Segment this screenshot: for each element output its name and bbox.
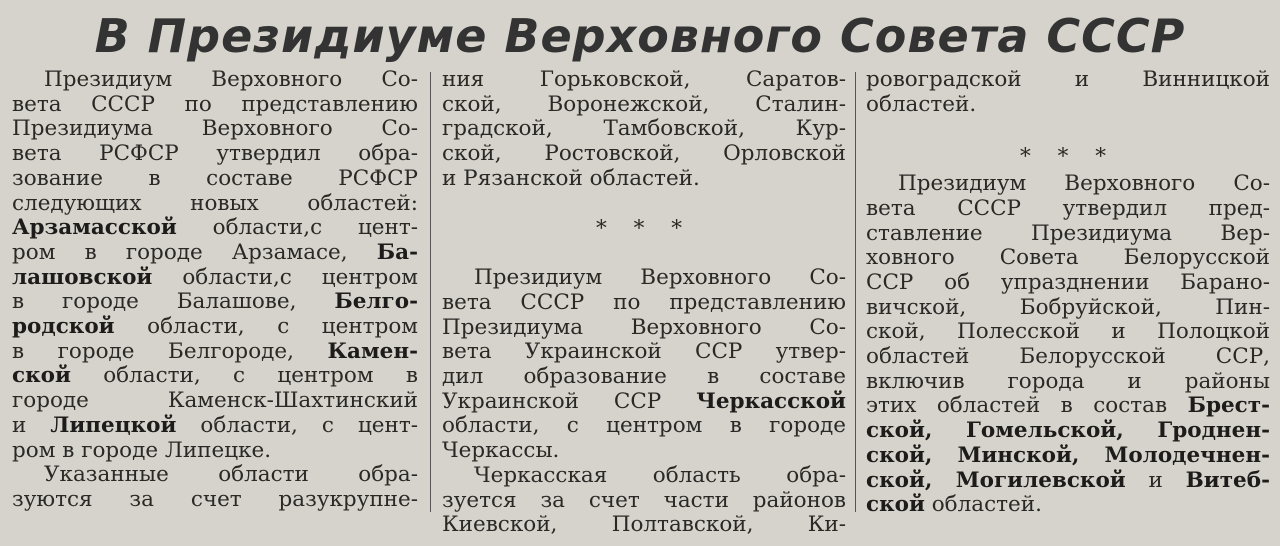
region-name: Ба- — [376, 239, 418, 265]
column-divider — [855, 72, 856, 512]
text-line: Черкасская область обра- — [474, 462, 846, 488]
region-name: ской, Минской, Молодечнен- — [866, 442, 1270, 468]
text-line: ставление Президиума Вер- — [866, 220, 1270, 246]
text-line: включив города и районы — [866, 368, 1270, 394]
text-line: ской, Воронежской, Сталин- — [442, 91, 846, 117]
text-line: ния Горьковской, Саратов- — [442, 67, 846, 92]
text-line: и Рязанской областей. — [442, 165, 700, 191]
region-name: ской, Могилевской — [866, 467, 1126, 493]
column-3 — [866, 68, 1270, 518]
text-line: дил образование в составе — [442, 364, 846, 390]
text-line: зуются за счет разукрупне- — [12, 486, 418, 512]
text-line: ром в городе Липецке. — [12, 437, 272, 463]
text-line: родской области, с центром — [12, 314, 418, 340]
text-line: и Липецкой области, с цент- — [12, 412, 418, 438]
text-line: ской, Ростовской, Орловской — [442, 141, 846, 167]
column-1 — [12, 68, 418, 513]
text-line: Президиум Верховного Со- — [474, 265, 846, 291]
text-line: ром в городе Арзамасе, Ба- — [12, 239, 418, 265]
text-line: градской, Тамбовской, Кур- — [442, 116, 846, 142]
text-line: вичской, Бобруйской, Пин- — [866, 294, 1270, 320]
text-line: ской областей. — [866, 492, 1042, 518]
text-line: ской области, с центром в — [12, 363, 418, 389]
text-line: ССР об упразднении Барано- — [866, 269, 1270, 295]
region-name: Белго- — [334, 289, 418, 315]
text-line: Киевской, Полтавской, Ки- — [442, 512, 846, 538]
text-line: следующих новых областей: — [12, 190, 418, 216]
text-line: зуется за счет части районов — [442, 487, 846, 513]
text-line: в городе Белгороде, Камен- — [12, 338, 418, 364]
text-line: в городе Балашове, Белго- — [12, 289, 418, 315]
text-line: вета РСФСР утвердил обра- — [12, 141, 418, 167]
region-name: ской, Гомельской, Гроднен- — [866, 418, 1270, 444]
region-name: лашовской — [12, 264, 153, 290]
text-line: Президиума Верховного Со- — [12, 116, 418, 142]
text-line: лашовской области,с центром — [12, 264, 418, 290]
region-name: родской — [12, 314, 115, 340]
text-line: вета СССР утвердил пред- — [866, 195, 1270, 221]
text-line: Указанные области обра- — [44, 462, 418, 488]
region-name: Брест- — [1187, 393, 1270, 419]
text-line: вета СССР по представлению — [12, 91, 418, 117]
region-name: Камен- — [327, 338, 418, 364]
text-line: зование в составе РСФСР — [12, 165, 418, 191]
text-line: областей. — [866, 91, 977, 117]
section-separator: * * * — [596, 215, 692, 241]
region-name: Черкасской — [696, 388, 846, 414]
text-line: ской, Могилевской и Витеб- — [866, 467, 1270, 493]
region-name: ской — [12, 363, 71, 389]
text-line: ровоградской и Винницкой — [866, 67, 1270, 92]
headline: В Президиуме Верховного Совета СССР — [94, 9, 1186, 63]
region-name: Липецкой — [50, 412, 177, 438]
text-line: Арзамасской области,с цент- — [12, 215, 418, 241]
text-line — [866, 444, 1270, 469]
text-line: Черкассы. — [442, 438, 560, 464]
text-line: ховного Совета Белорусской — [866, 245, 1270, 271]
region-name: Арзамасской — [12, 215, 177, 241]
text-line: области, с центром в городе — [442, 413, 846, 439]
text-line: областей Белорусской ССР, — [866, 344, 1270, 370]
text-line: Украинской ССР Черкасской — [442, 388, 846, 414]
column-divider — [430, 72, 431, 512]
text-line: этих областей в состав Брест- — [866, 393, 1270, 419]
text-line: городе Каменск-Шахтинский — [12, 388, 418, 414]
text-line: Президиума Верховного Со- — [442, 314, 846, 340]
text-line: Президиум Верховного Со- — [44, 67, 418, 92]
section-separator: * * * — [1020, 144, 1116, 170]
column-2 — [442, 68, 846, 538]
text-line: вета Украинской ССР утвер- — [442, 339, 846, 365]
text-line: ской, Полесской и Полоцкой — [866, 319, 1270, 345]
text-line — [866, 419, 1270, 444]
text-line: вета СССР по представлению — [442, 289, 846, 315]
region-name: Витеб- — [1185, 467, 1270, 493]
text-line: Президиум Верховного Со- — [898, 171, 1270, 197]
region-name: ской — [866, 492, 925, 518]
